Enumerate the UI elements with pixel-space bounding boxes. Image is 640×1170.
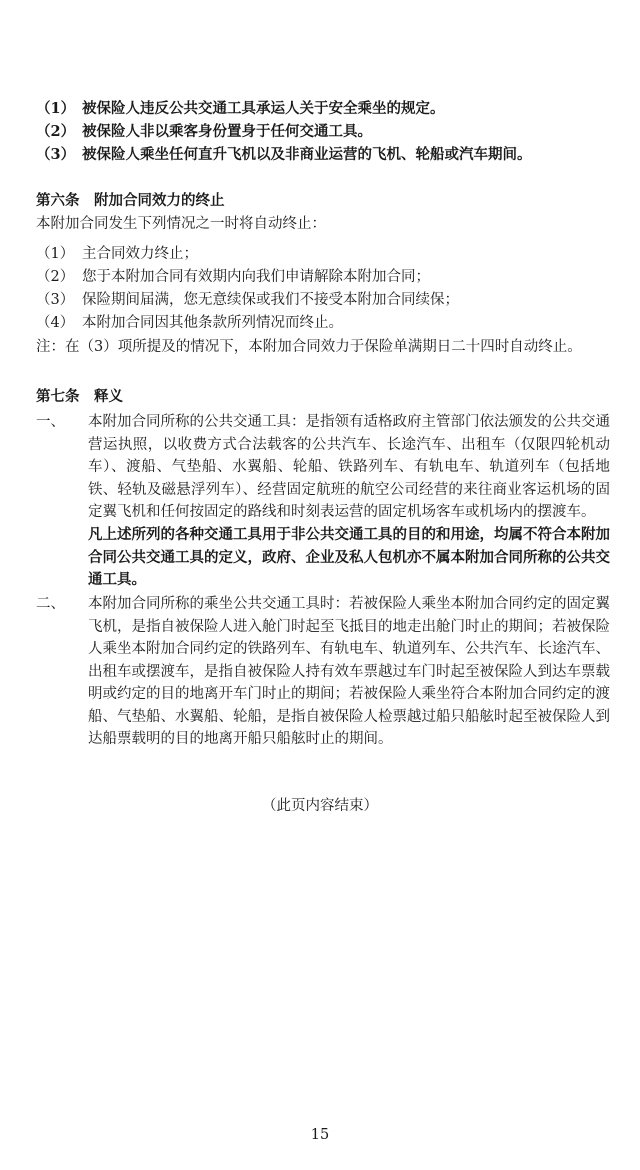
termination-number: （2） (36, 269, 75, 285)
end-of-page-note: （此页内容结束） (262, 798, 378, 814)
termination-number: （3） (36, 292, 75, 308)
definition-number: 一、 (36, 414, 65, 430)
exclusion-number: （2） (36, 123, 76, 140)
termination-number: （1） (36, 246, 75, 262)
page-number: 15 (310, 1127, 330, 1143)
termination-item: 本附加合同因其他条款所列情况而终止。 (82, 315, 343, 331)
definition-exclusion-note: 凡上述所列的各种交通工具用于非公共交通工具的目的和用途，均属不符合本附加合同公共交通工具的定义，政府、企业及私人包机亦不属本附加合同所称的公共交通工具。 (88, 526, 610, 588)
exclusion-text: 被保险人非以乘客身份置身于任何交通工具。 (82, 123, 372, 140)
termination-item: 您于本附加合同有效期内向我们申请解除本附加合同； (82, 269, 430, 285)
exclusion-text: 被保险人违反公共交通工具承运人关于安全乘坐的规定。 (82, 100, 445, 117)
article-6-intro: 本附加合同发生下列情况之一时将自动终止： (36, 216, 326, 232)
article-6-note: 注：在（3）项所提及的情况下，本附加合同效力于保险单满期日二十四时自动终止。 (36, 339, 582, 355)
termination-item: 主合同效力终止； (82, 246, 198, 262)
exclusion-text: 被保险人乘坐任何直升飞机以及非商业运营的飞机、轮船或汽车期间。 (82, 146, 532, 163)
termination-item: 保险期间届满，您无意续保或我们不接受本附加合同续保； (82, 292, 459, 308)
article-7-heading: 第七条 释义 (36, 388, 123, 405)
definition-riding-period: 本附加合同所称的乘坐公共交通工具时：若被保险人乘坐本附加合同约定的固定翼飞机，是指自被保险人进入舱门时起至飞抵目的地走出舱门时止的期间；若被保险人乘坐本附加合同约定的铁路列车、有轨电车、轨道列车、公共汽车、长途汽车、出租车或摆渡车，是指自被保险人持有效车票越过车门时起至被保险人到达车票载明或约定的目的地离开车门时止的期间；若被保险人乘坐符合本附加合同约定的渡船、气垫船、水翼船、轮船，是指自被保险人检票越过船只船舷时起至被保险人到达船票载明的目的地离开船只船舷时止的期间。 (88, 596, 610, 747)
definition-number: 二、 (36, 596, 65, 612)
termination-number: （4） (36, 315, 75, 331)
article-6-heading: 第六条 附加合同效力的终止 (36, 192, 225, 209)
definition-public-transport: 本附加合同所称的公共交通工具：是指领有适格政府主管部门依法颁发的公共交通营运执照，以收费方式合法载客的公共汽车、长途汽车、出租车（仅限四轮机动车）、渡船、气垫船、水翼船、轮船、铁路列车、有轨电车、轨道列车（包括地铁、轻轨及磁悬浮列车）、经营固定航班的航空公司经营的来往商业客运机场的固定翼飞机和任何按固定的路线和时刻表运营的固定机场客车或机场内的摆渡车。 (88, 414, 610, 520)
exclusion-number: （3） (36, 146, 76, 163)
exclusion-number: （1） (36, 100, 76, 117)
